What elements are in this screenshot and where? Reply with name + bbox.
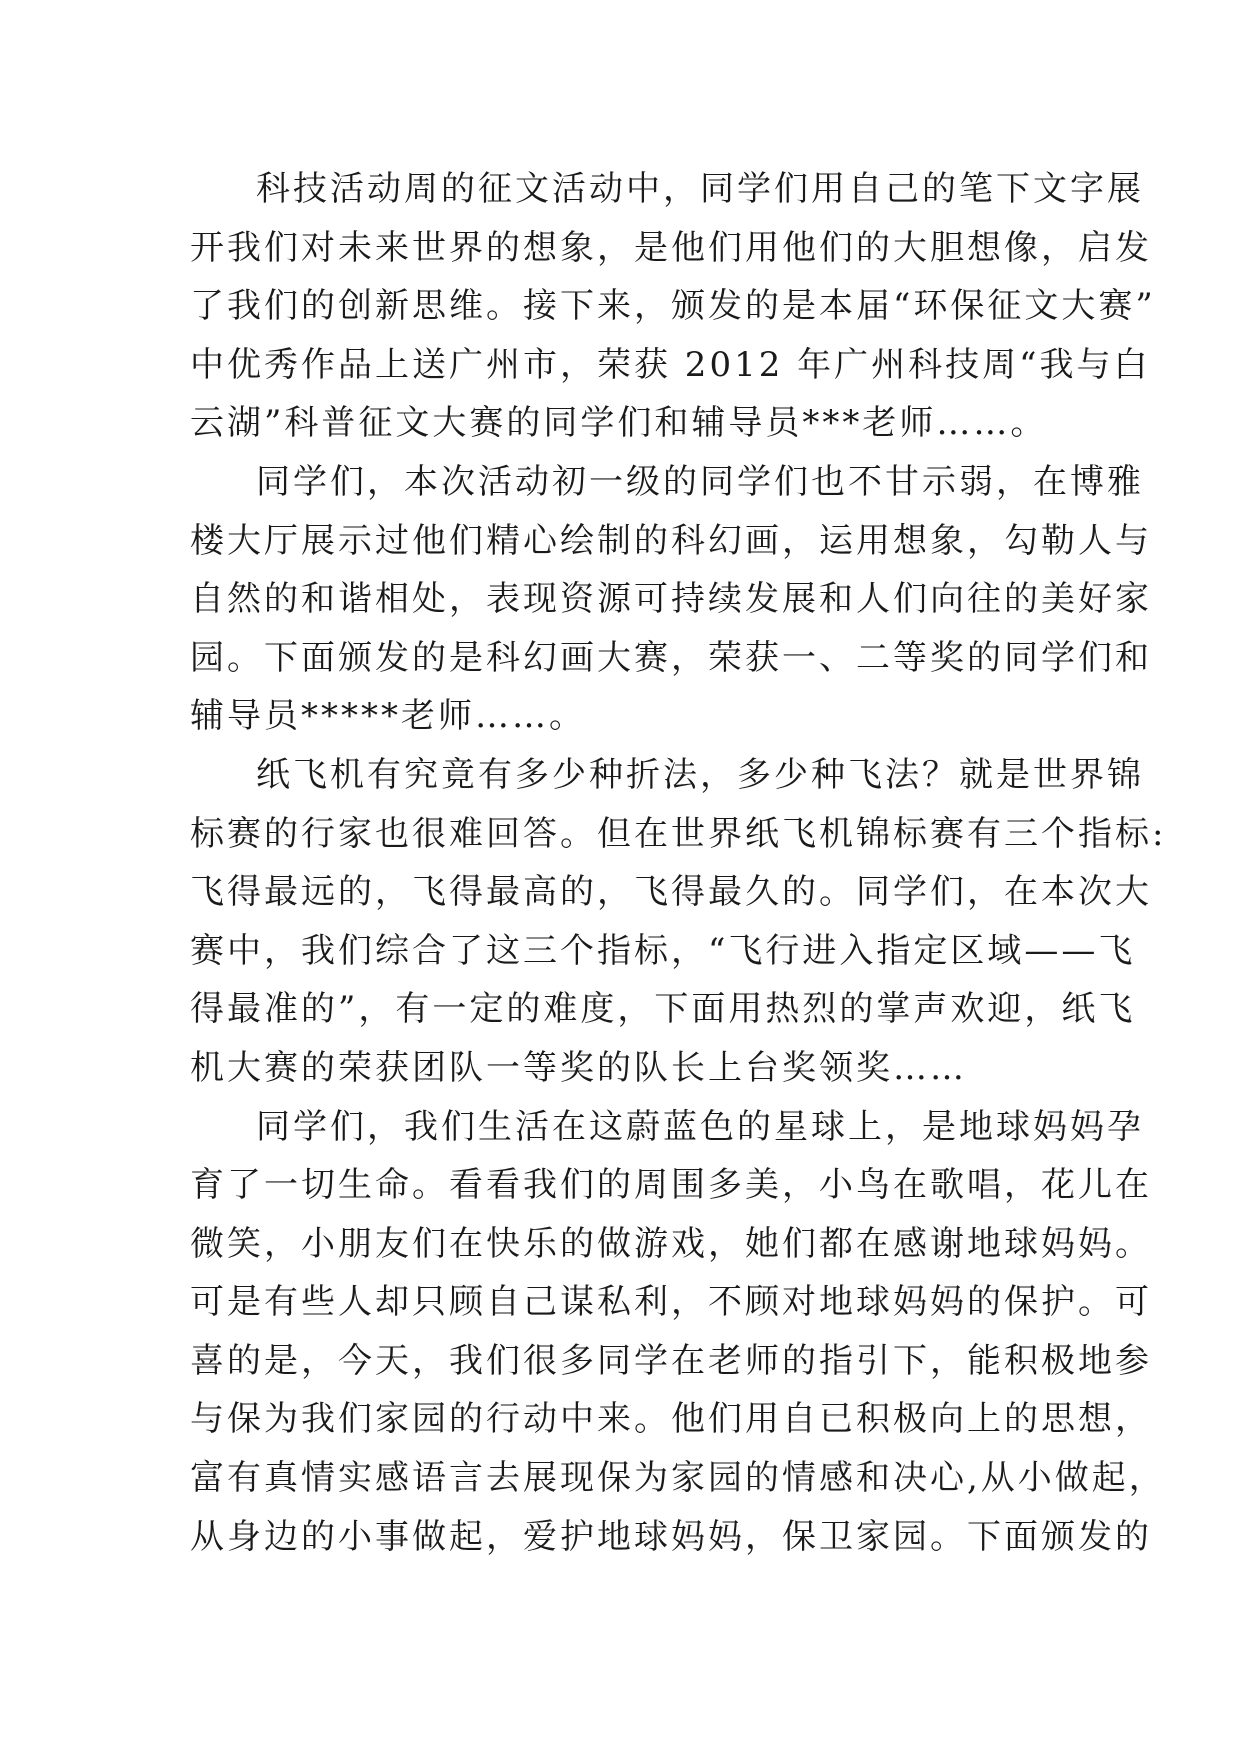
paragraph-1-line-4: 中优秀作品上送广州市，荣获 2012 年广州科技周“我与白 [190, 344, 1151, 385]
paragraph-4-line-8: 从身边的小事做起，爱护地球妈妈，保卫家园。下面颁发的 [190, 1516, 1152, 1557]
paragraph-3-line-4: 赛中，我们综合了这三个指标，“飞行进入指定区域——飞 [190, 930, 1136, 971]
paragraph-3-line-2: 标赛的行家也很难回答。但在世界纸飞机锦标赛有三个指标: [190, 813, 1167, 854]
paragraph-1-line-5: 云湖”科普征文大赛的同学们和辅导员***老师……。 [190, 403, 1048, 444]
paragraph-2-line-2: 楼大厅展示过他们精心绘制的科幻画，运用想象，勾勒人与 [190, 520, 1152, 561]
paragraph-1-line-3: 了我们的创新思维。接下来，颁发的是本届“环保征文大赛” [190, 286, 1156, 327]
paragraph-4-line-2: 育了一切生命。看看我们的周围多美，小鸟在歌唱，花儿在 [190, 1165, 1152, 1206]
paragraph-2-line-1: 同学们，本次活动初一级的同学们也不甘示弱，在博雅 [256, 461, 1144, 502]
paragraph-4-line-5: 喜的是，今天，我们很多同学在老师的指引下，能积极地参 [190, 1340, 1152, 1381]
paragraph-1-line-1: 科技活动周的征文活动中，同学们用自己的笔下文字展 [256, 169, 1144, 209]
paragraph-2-line-4: 园。下面颁发的是科幻画大赛，荣获一、二等奖的同学们和 [190, 637, 1152, 678]
paragraph-3-line-6: 机大赛的荣获团队一等奖的队长上台奖领奖…… [190, 1047, 967, 1088]
paragraph-4-line-3: 微笑，小朋友们在快乐的做游戏，她们都在感谢地球妈妈。 [190, 1223, 1152, 1264]
paragraph-3-line-3: 飞得最远的，飞得最高的，飞得最久的。同学们，在本次大 [190, 872, 1152, 913]
paragraph-3-line-5: 得最准的”，有一定的难度，下面用热烈的掌声欢迎，纸飞 [190, 989, 1136, 1030]
document-body [190, 160, 1167, 1566]
paragraph-2-line-5: 辅导员*****老师……。 [190, 696, 586, 737]
paragraph-4-line-7: 富有真情实感语言去展现保为家园的情感和决心,从小做起， [190, 1458, 1166, 1499]
paragraph-3-line-1: 纸飞机有究竟有多少种折法，多少种飞法？就是世界锦 [256, 754, 1144, 795]
paragraph-1-line-2: 开我们对未来世界的想象，是他们用他们的大胆想像，启发 [190, 227, 1152, 268]
paragraph-4-line-1: 同学们，我们生活在这蔚蓝色的星球上，是地球妈妈孕 [256, 1106, 1144, 1147]
paragraph-4-line-4: 可是有些人却只顾自己谋私利，不顾对地球妈妈的保护。可 [190, 1282, 1152, 1323]
paragraph-4-line-6: 与保为我们家园的行动中来。他们用自已积极向上的思想， [190, 1399, 1152, 1440]
paragraph-2-line-3: 自然的和谐相处，表现资源可持续发展和人们向往的美好家 [190, 579, 1152, 620]
